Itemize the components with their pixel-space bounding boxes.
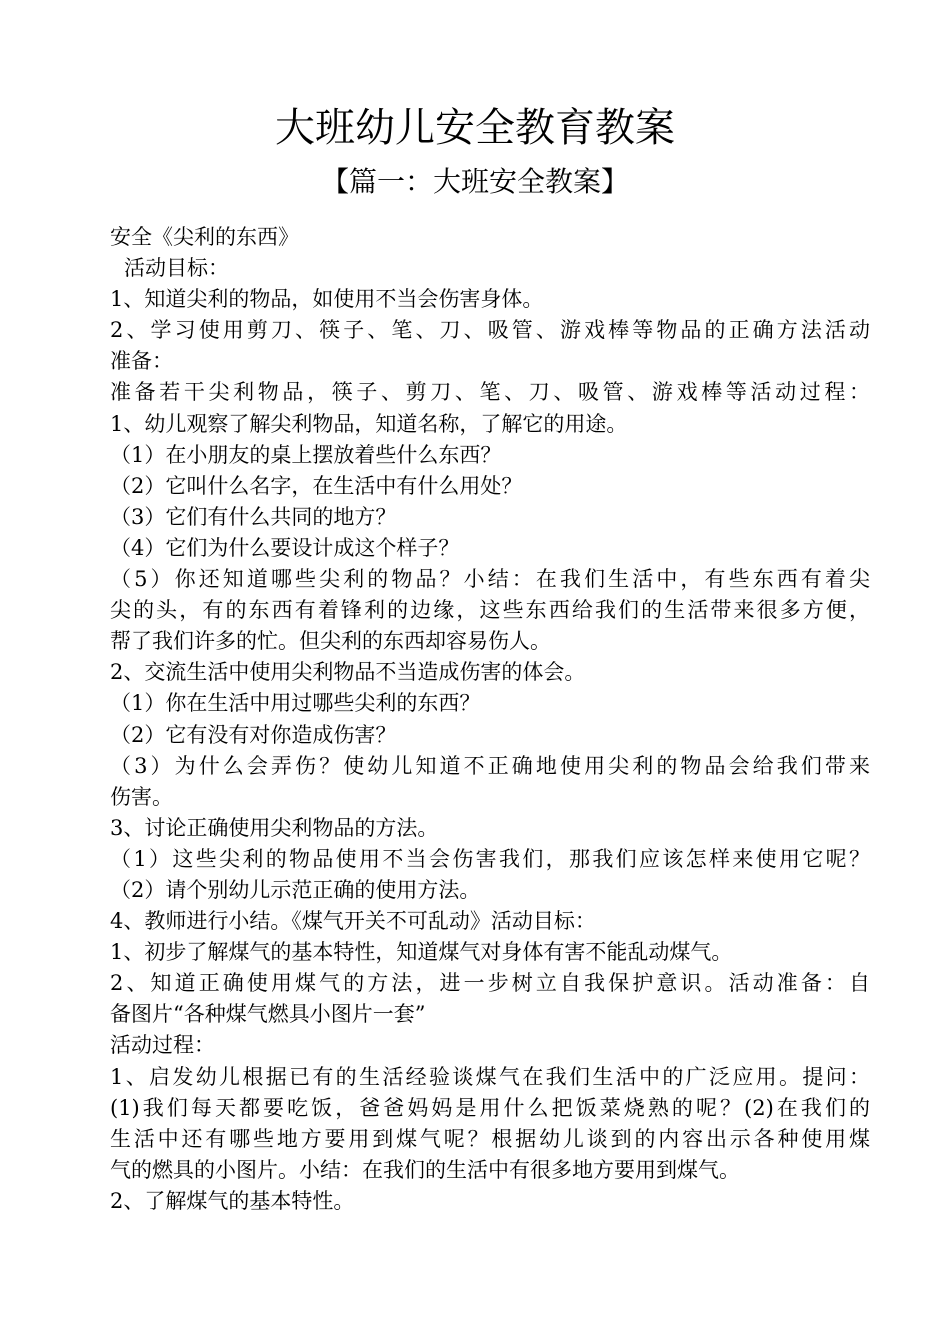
document-subtitle: 【篇一：大班安全教案】 (320, 165, 629, 198)
text-line: （2）请个别幼儿示范正确的使用方法。 (110, 877, 481, 902)
text-line: （3）为什么会弄伤？使幼儿知道不正确地使用尖利的物品会给我们带来 (110, 753, 870, 778)
text-line: （2）它叫什么名字，在生活中有什么用处？ (110, 473, 523, 498)
text-line: 2、交流生活中使用尖利物品不当造成伤害的体会。 (110, 660, 586, 685)
text-line: 准备若干尖利物品，筷子、剪刀、笔、刀、吸管、游戏棒等活动过程： (110, 380, 870, 405)
text-line: 尖的头，有的东西有着锋利的边缘，这些东西给我们的生活带来很多方便， (110, 598, 870, 623)
text-line: （1）这些尖利的物品使用不当会伤害我们，那我们应该怎样来使用它呢？ (110, 846, 870, 871)
document-body (110, 222, 870, 1217)
text-line: （1）在小朋友的桌上摆放着些什么东西？ (110, 442, 502, 467)
text-line: 2、知道正确使用煤气的方法，进一步树立自我保护意识。活动准备：自 (110, 971, 870, 996)
text-line: 活动目标： (124, 256, 229, 281)
text-line: 1、幼儿观察了解尖利物品，知道名称，了解它的用途。 (110, 411, 628, 436)
text-line: （2）它有没有对你造成伤害？ (110, 722, 397, 747)
text-line: 4、教师进行小结。《煤气开关不可乱动》活动目标： (110, 909, 596, 934)
text-line: 伤害。 (110, 784, 173, 809)
text-line: 1、启发幼儿根据已有的生活经验谈煤气在我们生活中的广泛应用。提问： (110, 1064, 870, 1089)
text-line: 3、讨论正确使用尖利物品的方法。 (110, 815, 439, 840)
text-line: （4）它们为什么要设计成这个样子？ (110, 535, 460, 560)
document-title: 大班幼儿安全教育教案 (275, 105, 675, 151)
text-line: 生活中还有哪些地方要用到煤气呢？根据幼儿谈到的内容出示各种使用煤 (110, 1126, 870, 1151)
text-line: 2、了解煤气的基本特性。 (110, 1188, 355, 1213)
text-line: (1)我们每天都要吃饭，爸爸妈妈是用什么把饭菜烧熟的呢？(2)在我们的 (110, 1095, 870, 1120)
text-line: 安全《尖利的东西》 (110, 225, 299, 249)
text-line: 活动过程： (110, 1033, 215, 1058)
text-line: 2、学习使用剪刀、筷子、笔、刀、吸管、游戏棒等物品的正确方法活动 (110, 318, 870, 343)
text-line: （1）你在生活中用过哪些尖利的东西？ (110, 691, 481, 716)
text-line: （3）它们有什么共同的地方？ (110, 504, 397, 529)
text-line: 1、知道尖利的物品，如使用不当会伤害身体。 (110, 287, 544, 312)
text-line: （5）你还知道哪些尖利的物品？小结：在我们生活中，有些东西有着尖 (110, 567, 870, 592)
text-line: 1、初步了解煤气的基本特性，知道煤气对身体有害不能乱动煤气。 (110, 940, 733, 965)
text-line: 准备： (110, 349, 173, 374)
text-line: 备图片“各种煤气燃具小图片一套” (110, 1002, 426, 1027)
text-line: 气的燃具的小图片。小结：在我们的生活中有很多地方要用到煤气。 (110, 1157, 740, 1182)
text-line: 帮了我们许多的忙。但尖利的东西却容易伤人。 (110, 629, 551, 654)
